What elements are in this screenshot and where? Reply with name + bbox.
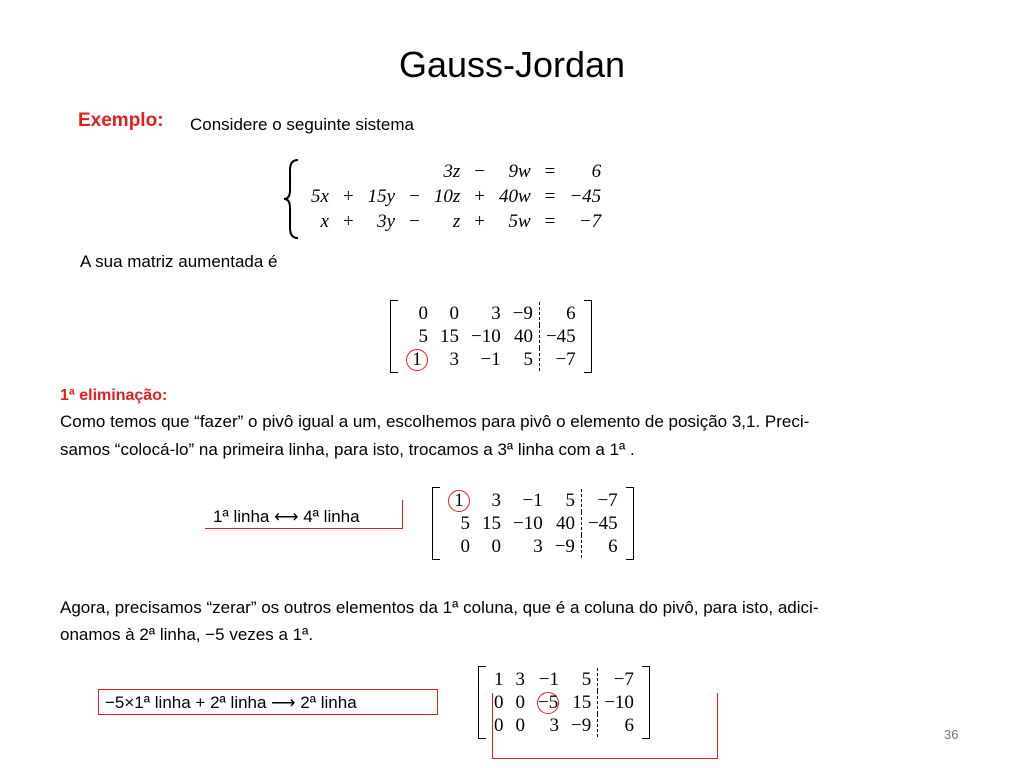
matrix-cell: 5: [418, 326, 428, 347]
matrix-cell: 0: [418, 303, 428, 324]
matrix-cell: −45: [539, 325, 581, 348]
matrix-cell: 15: [572, 692, 592, 713]
matrix-cell: −1: [538, 669, 559, 690]
example-intro: Considere o seguinte sistema: [190, 115, 414, 134]
matrix-cell: 0: [515, 692, 525, 713]
elimination-heading: 1ª eliminação:: [60, 387, 168, 404]
matrix-row: [400, 348, 582, 371]
matrix-cell: −1: [480, 349, 501, 370]
matrix-cell: 40: [555, 513, 575, 534]
equation-term: +: [342, 210, 354, 232]
matrix-cell: −1: [522, 490, 543, 511]
matrix-row: [442, 512, 624, 535]
matrix-cell: −9: [554, 536, 575, 557]
matrix-cell: [400, 348, 434, 371]
matrix-cell: 5: [460, 513, 470, 534]
matrix-cell: 3: [549, 715, 559, 736]
matrix-cell: 0: [460, 536, 470, 557]
matrix-cell: 0: [491, 536, 501, 557]
matrix-cell: 3: [515, 669, 525, 690]
equation-term: −: [409, 185, 420, 207]
matrix-cell: 15: [482, 513, 501, 534]
matrix-cell: 1: [494, 669, 504, 690]
equation-term: [361, 159, 402, 184]
swap-rightline: [402, 500, 403, 529]
matrix-cell: 6: [598, 714, 640, 737]
matrix-cell: −45: [581, 512, 623, 535]
pivot-circle: −5: [538, 692, 559, 713]
equation-term: +: [474, 210, 485, 232]
left-brace-icon: [282, 158, 302, 240]
matrix-cell: 3: [491, 490, 501, 511]
equation-term: +: [474, 185, 485, 207]
matrix-cell: 6: [539, 302, 581, 325]
para1-line1: Como temos que “fazer” o pivô igual a um, escolhemos para pivô o elemento de posição 3,1. Preci-: [60, 412, 810, 431]
matrix-1-table: [400, 302, 582, 371]
matrix-cell: −9: [571, 715, 592, 736]
matrix-cell: 3: [533, 536, 543, 557]
equation-row: [304, 159, 608, 184]
equation-term: −: [409, 210, 420, 232]
equation-term: 3z: [443, 160, 461, 182]
example-label: Exemplo:: [78, 110, 164, 131]
matrix-cell: 0: [515, 715, 525, 736]
matrix-row: [400, 302, 582, 325]
para2-line2: onamos à 2ª linha, −5 vezes a 1ª.: [60, 625, 314, 644]
matrix-row: [442, 535, 624, 558]
equation-term: 5x: [311, 185, 329, 207]
equation-term: [336, 159, 361, 184]
equation-term: 10z: [433, 185, 461, 207]
equation-term: =: [544, 210, 556, 232]
equation-term: [402, 159, 427, 184]
augmented-matrix-1: [390, 300, 592, 373]
matrix-cell: −10: [513, 513, 543, 534]
equation-term: 3y: [377, 210, 396, 232]
equation-term: [304, 159, 336, 184]
matrix-row: [488, 668, 640, 691]
matrix-cell: −7: [539, 348, 581, 371]
matrix-cell: −7: [581, 489, 623, 512]
highlight-rows-box: [492, 693, 718, 759]
matrix-cell: 3: [491, 303, 501, 324]
equation-term: =: [544, 185, 556, 207]
equation-term: 9w: [508, 160, 531, 182]
matrix-bracket-left: [478, 666, 486, 739]
augmented-matrix-2: [432, 487, 634, 560]
augmented-label: A sua matriz aumentada é: [80, 252, 278, 271]
matrix-cell: −7: [598, 668, 640, 691]
equation-term: 6: [591, 160, 602, 182]
matrix-cell: 5: [565, 490, 575, 511]
page-number: 36: [944, 727, 959, 742]
matrix-row: [400, 325, 582, 348]
pivot-circle: 1: [406, 349, 428, 371]
slide-title: Gauss-Jordan: [398, 44, 626, 85]
matrix-bracket-left: [390, 300, 398, 373]
row-operation-label: −5×1ª linha + 2ª linha ⟶ 2ª linha: [98, 689, 438, 715]
matrix-cell: 0: [494, 715, 504, 736]
matrix-row: [442, 489, 624, 512]
matrix-bracket-left: [432, 487, 440, 560]
swap-operation-label: 1ª linha ⟷ 4ª linha: [213, 507, 360, 526]
matrix-cell: −10: [471, 326, 501, 347]
matrix-cell: 0: [494, 692, 504, 713]
equation-term: −: [474, 160, 485, 182]
para1-line2: samos “colocá-lo” na primeira linha, para isto, trocamos a 3ª linha com a 1ª .: [60, 440, 635, 459]
matrix-cell: 40: [513, 326, 533, 347]
equation-row: [304, 209, 608, 234]
equation-system: [282, 158, 702, 240]
matrix-cell: 5: [581, 669, 592, 690]
matrix-cell: −9: [512, 303, 533, 324]
equation-term: −45: [569, 185, 602, 207]
matrix-bracket-right: [584, 300, 592, 373]
system-table: [304, 159, 608, 234]
matrix-cell: 5: [523, 349, 533, 370]
pivot-circle: 1: [448, 490, 470, 512]
matrix-cell: [442, 489, 476, 512]
equation-term: =: [544, 160, 556, 182]
equation-term: z: [452, 210, 461, 232]
equation-term: +: [342, 185, 354, 207]
equation-term: 15y: [367, 185, 396, 207]
equation-row: [304, 184, 608, 209]
matrix-cell: 15: [440, 326, 459, 347]
swap-underline: [205, 528, 403, 529]
equation-term: 40w: [498, 185, 531, 207]
equation-term: 5w: [508, 210, 531, 232]
equation-term: −7: [578, 210, 602, 232]
equation-term: x: [320, 210, 329, 232]
matrix-cell: 0: [449, 303, 459, 324]
matrix-cell: 3: [449, 349, 459, 370]
matrix-2-table: [442, 489, 624, 558]
matrix-cell: 6: [581, 535, 623, 558]
matrix-bracket-right: [626, 487, 634, 560]
para2-line1: Agora, precisamos “zerar” os outros elementos da 1ª coluna, que é a coluna do pivô, para isto, adici-: [60, 598, 819, 617]
matrix-cell: −10: [598, 691, 640, 714]
